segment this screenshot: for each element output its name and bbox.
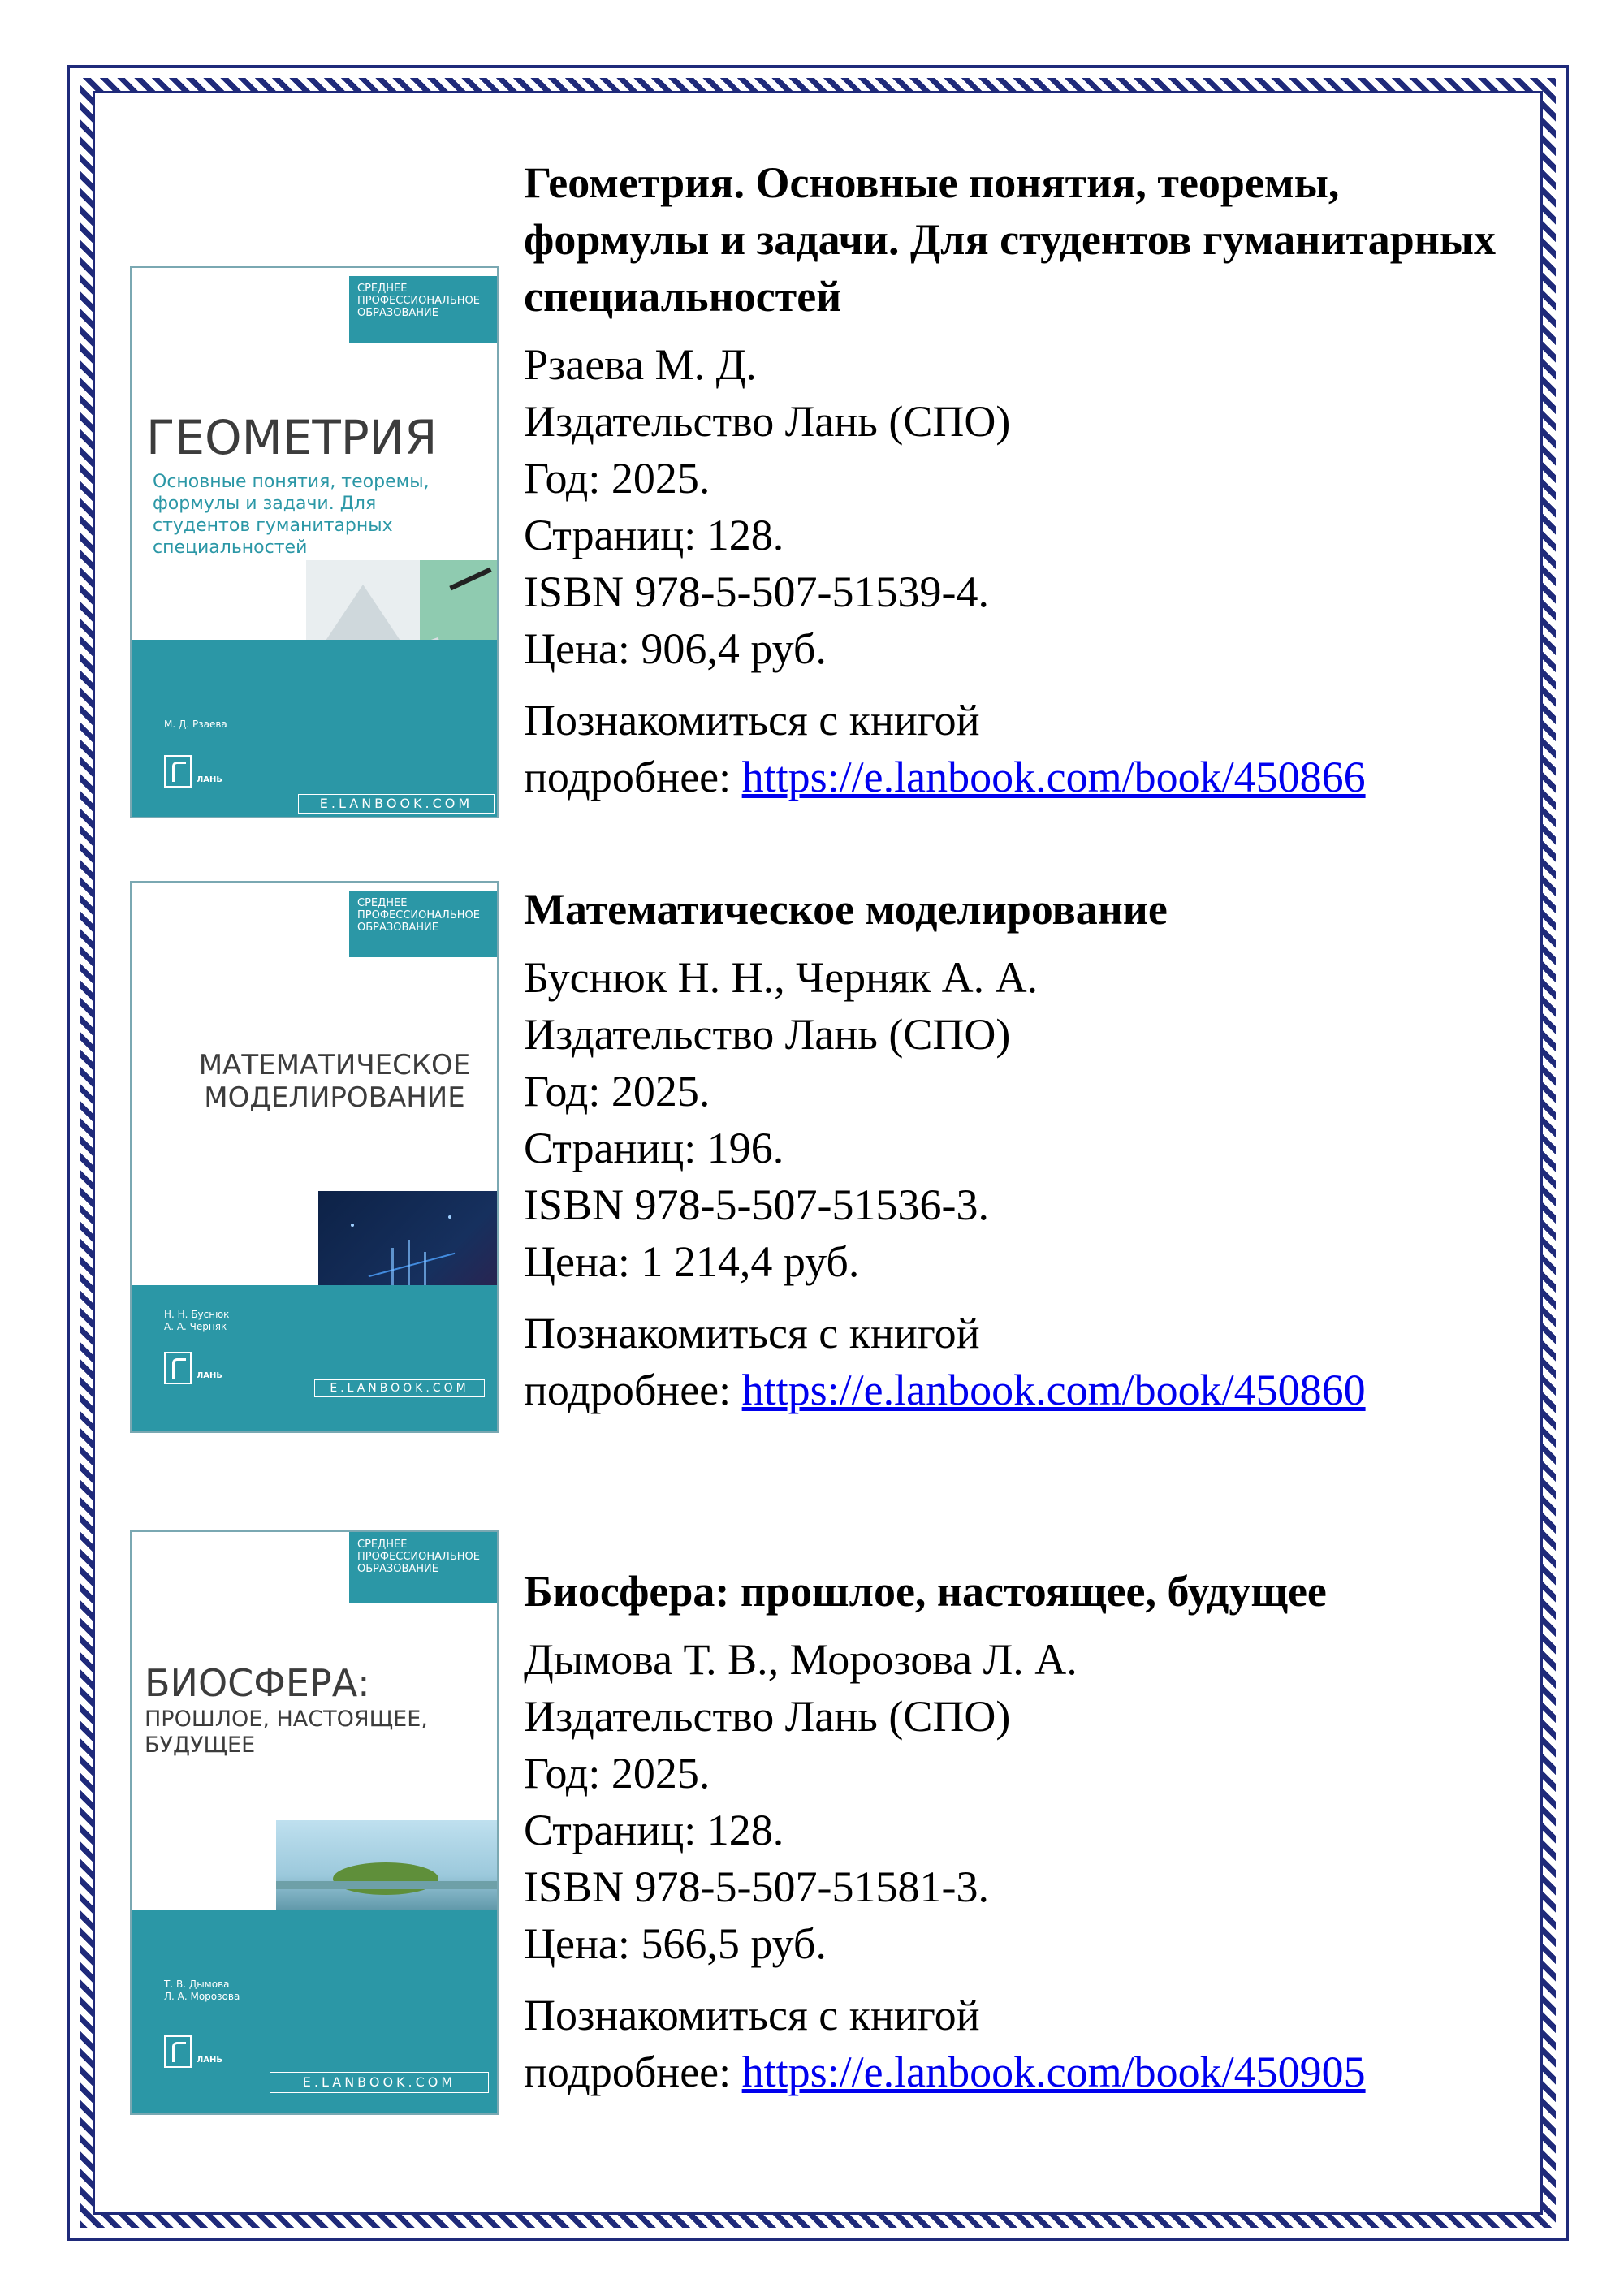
cover-publisher: ЛАНЬ xyxy=(197,775,223,784)
book-authors: Буснюк Н. Н., Черняк А. А. xyxy=(524,953,1039,1002)
book-pages: Страниц: 128. xyxy=(524,1806,784,1854)
book-link[interactable]: https://e.lanbook.com/book/450905 xyxy=(741,2048,1366,2096)
book-pages: Страниц: 128. xyxy=(524,511,784,559)
book-info xyxy=(524,154,1498,805)
book-year: Год: 2025. xyxy=(524,1749,710,1798)
book-cover[interactable] xyxy=(130,881,499,1433)
publisher-logo-icon xyxy=(164,1352,192,1384)
book-title: Биосфера: прошлое, настоящее, будущее xyxy=(524,1567,1327,1616)
cover-site: E.LANBOOK.COM xyxy=(314,1379,485,1397)
book-year: Год: 2025. xyxy=(524,1067,710,1116)
book-publisher: Издательство Лань (СПО) xyxy=(524,397,1011,446)
book-isbn: ISBN 978-5-507-51581-3. xyxy=(524,1862,989,1911)
cover-publisher: ЛАНЬ xyxy=(197,2056,223,2065)
book-publisher: Издательство Лань (СПО) xyxy=(524,1692,1011,1741)
book-price: Цена: 906,4 руб. xyxy=(524,624,827,673)
book-link[interactable]: https://e.lanbook.com/book/450866 xyxy=(741,753,1366,801)
cover-site: E.LANBOOK.COM xyxy=(298,794,495,814)
book-link[interactable]: https://e.lanbook.com/book/450860 xyxy=(741,1366,1366,1414)
book-authors: Рзаева М. Д. xyxy=(524,340,757,389)
cover-series: СРЕДНЕЕ ПРОФЕССИОНАЛЬНОЕ ОБРАЗОВАНИЕ xyxy=(349,1532,497,1603)
cover-subtitle: ПРОШЛОЕ, НАСТОЯЩЕЕ, БУДУЩЕЕ xyxy=(145,1707,428,1758)
cover-subtitle: Основные понятия, теоремы, формулы и задачи. Для студентов гуманитарных специальностей xyxy=(153,472,430,558)
publisher-logo-icon xyxy=(164,755,192,788)
book-price: Цена: 566,5 руб. xyxy=(524,1919,827,1968)
book-isbn: ISBN 978-5-507-51539-4. xyxy=(524,568,989,616)
book-cover[interactable] xyxy=(130,1530,499,2115)
book-isbn: ISBN 978-5-507-51536-3. xyxy=(524,1180,989,1229)
cover-title: МАТЕМАТИЧЕСКОЕ МОДЕЛИРОВАНИЕ xyxy=(198,1049,471,1114)
book-publisher: Издательство Лань (СПО) xyxy=(524,1010,1011,1059)
more-info-text: Познакомиться с книгой xyxy=(524,1991,980,2039)
book-entry-biosphere xyxy=(130,1530,1559,2131)
book-title: Геометрия. Основные понятия, теоремы, формулы и задачи. Для студентов гуманитарных специальностей xyxy=(524,158,1497,321)
more-info-prefix: подробнее: xyxy=(524,753,742,801)
cover-authors: Н. Н. Буснюк А. А. Черняк xyxy=(164,1309,230,1332)
more-info-prefix: подробнее: xyxy=(524,2048,742,2096)
book-title: Математическое моделирование xyxy=(524,885,1168,934)
more-info-text: Познакомиться с книгой xyxy=(524,696,980,744)
cover-publisher: ЛАНЬ xyxy=(197,1371,223,1380)
cover-site: E.LANBOOK.COM xyxy=(270,2072,489,2093)
publisher-logo-icon xyxy=(164,2035,192,2068)
book-info xyxy=(524,1563,1498,2100)
book-pages: Страниц: 196. xyxy=(524,1124,784,1172)
book-cover[interactable] xyxy=(130,266,499,818)
more-info-prefix: подробнее: xyxy=(524,1366,742,1414)
cover-authors: М. Д. Рзаева xyxy=(164,719,227,730)
book-entry-geometry xyxy=(130,154,1559,828)
book-price: Цена: 1 214,4 руб. xyxy=(524,1237,860,1286)
cover-authors: Т. В. Дымова Л. А. Морозова xyxy=(164,1979,240,2002)
book-entry-modeling xyxy=(130,881,1559,1449)
cover-title: БИОСФЕРА: xyxy=(145,1661,370,1705)
book-year: Год: 2025. xyxy=(524,454,710,503)
cover-title: ГЕОМЕТРИЯ xyxy=(146,410,438,465)
cover-series: СРЕДНЕЕ ПРОФЕССИОНАЛЬНОЕ ОБРАЗОВАНИЕ xyxy=(349,276,497,343)
more-info-text: Познакомиться с книгой xyxy=(524,1309,980,1357)
cover-series: СРЕДНЕЕ ПРОФЕССИОНАЛЬНОЕ ОБРАЗОВАНИЕ xyxy=(349,891,497,957)
book-authors: Дымова Т. В., Морозова Л. А. xyxy=(524,1635,1078,1684)
book-info xyxy=(524,881,1498,1418)
